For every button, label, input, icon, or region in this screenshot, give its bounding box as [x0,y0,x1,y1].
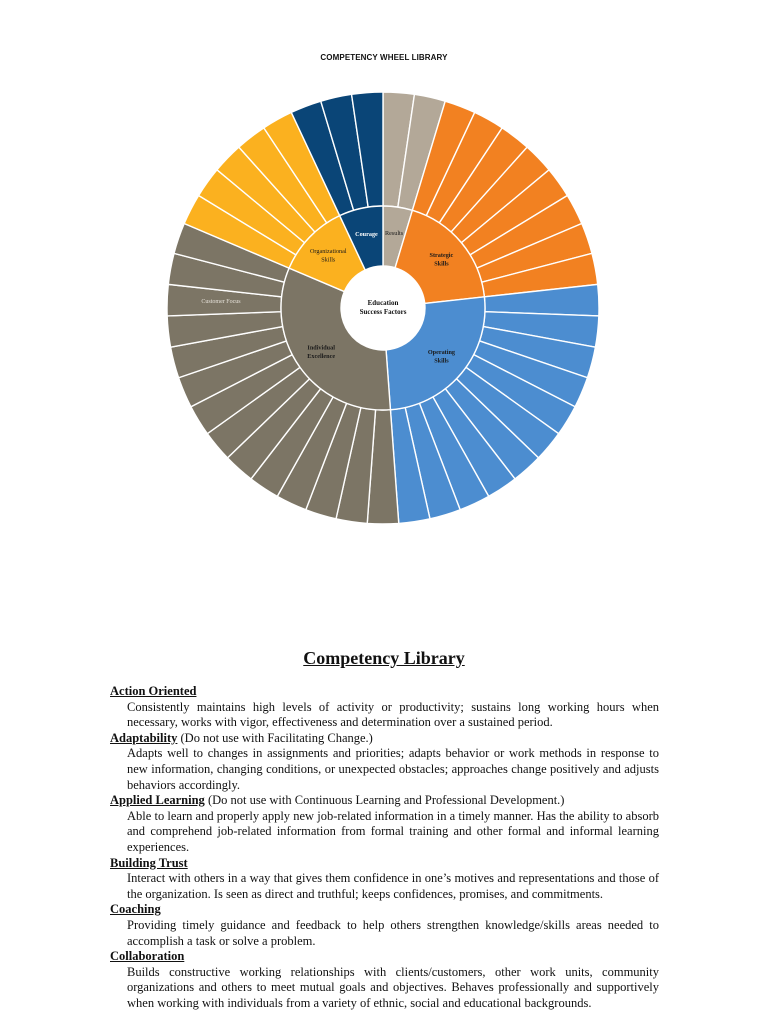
competency-term: Adaptability [110,730,178,745]
sector-label [385,230,404,237]
competency-description: Interact with others in a way that gives them confidence in one’s motives and representations and those of the organization. Is seen as direct and truthful; keeps confidences, promises, and commitments. [127,871,659,901]
sector-label-line: Organizational [309,247,347,255]
library-heading: Competency Library [303,648,465,668]
competency-term: Applied Learning [110,793,205,808]
sector-label-line: Skills [434,260,449,268]
sector-label-line: Operating [427,349,455,357]
competency-entry [110,731,659,793]
competency-entry [110,684,659,731]
sector-label-line: Excellence [307,353,336,361]
competency-description: Builds constructive working relationships with clients/customers, other work units, community organizations and others to meet mutual goals and objectives. Behaves professionally and supportively when working with individuals from a variety of ethnic, social and educational backgrounds. [127,964,659,1010]
sector-label-line: Skills [321,256,336,264]
sector-label-line: Courage [355,230,378,238]
competency-entry [110,949,659,1011]
center-label-line: Success Factors [359,308,407,316]
competency-term: Building Trust [110,855,188,870]
competency-description: Adapts well to changes in assignments and priorities; adapts behavior or work methods in response to new information, changing conditions, or unexpected obstacles; approaches change positively and adjusts behaviors accordingly. [127,746,659,792]
center-label-line: Education [367,299,399,307]
sector-label-line: Strategic [429,251,454,259]
competency-term: Collaboration [110,949,185,964]
sector-label [355,231,378,238]
competency-description: Providing timely guidance and feedback to help others strengthen knowledge/skills areas needed to accomplish a task or solve a problem. [127,917,659,948]
wheel-title: COMPETENCY WHEEL LIBRARY [320,53,448,62]
sector-label-line: Skills [434,357,449,365]
competency-entry [110,856,659,903]
competency-note: (Do not use with Facilitating Change.) [177,730,373,745]
competency-description: Consistently maintains high levels of activity or productivity; sustains long working hours when necessary, works with vigor, effectiveness and determination over a sustained period. [127,699,659,730]
competency-term: Coaching [110,902,161,917]
competency-description: Able to learn and properly apply new job-related information in a timely manner. Has the ability to absorb and comprehend job-related information from formal training and other formal and informal learning experiences. [127,808,659,854]
competency-note: (Do not use with Continuous Learning and Professional Development.) [204,793,565,808]
competency-entry [110,793,659,855]
sector-label-line: Results [384,229,404,237]
sector-label-line: Individual [307,344,335,352]
outer-segment-label: Customer Focus [201,299,241,305]
competency-entry [110,902,659,949]
competency-list [110,684,659,1011]
competency-term: Action Oriented [110,684,197,698]
sector-label [307,345,335,361]
